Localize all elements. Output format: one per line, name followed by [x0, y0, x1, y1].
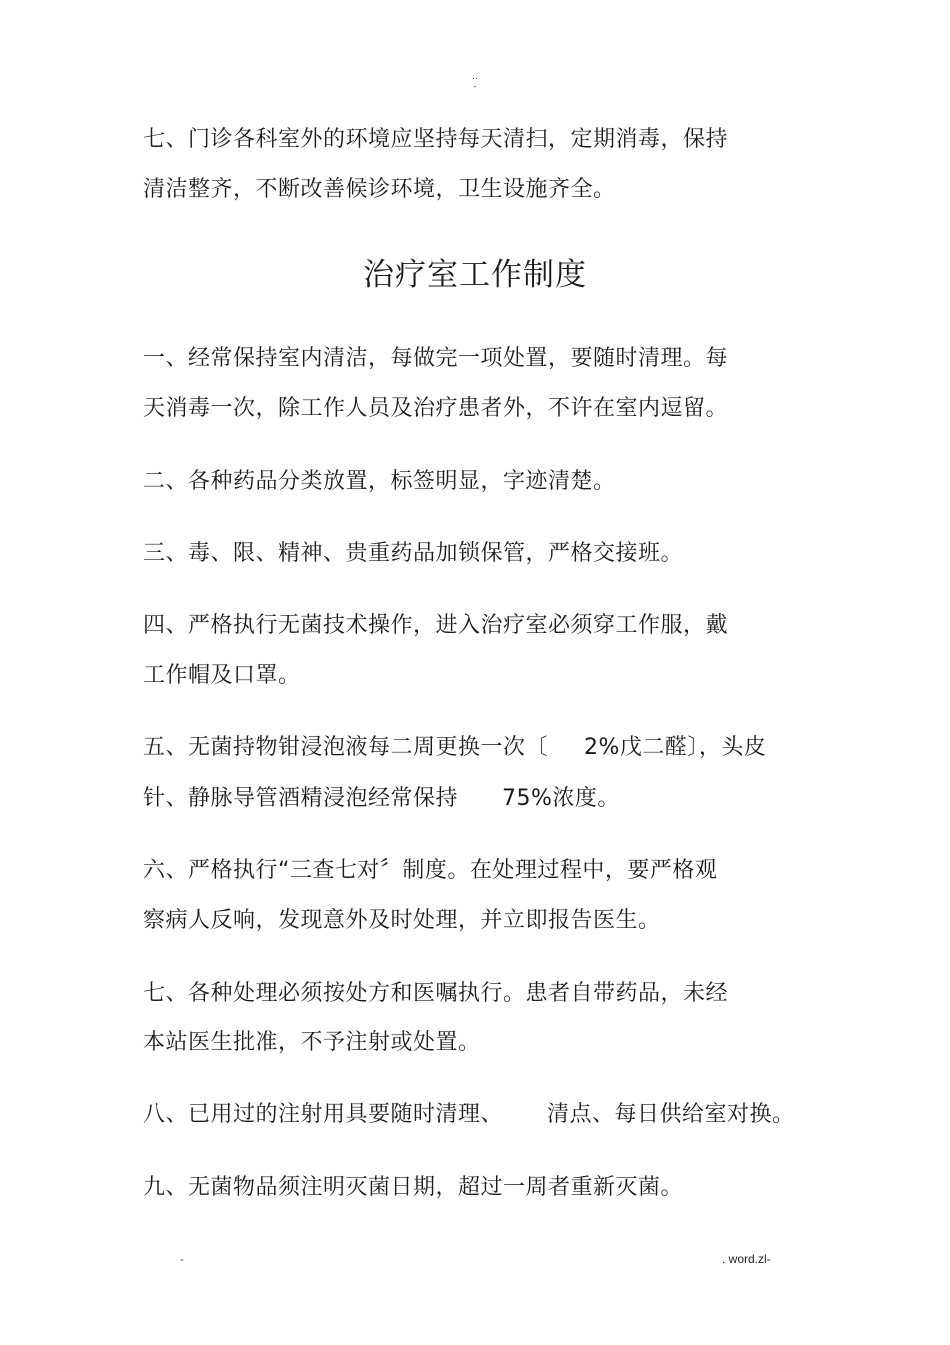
item-5-line-1-part-a: 五、无菌持物钳浸泡液每二周更换一次〔	[143, 735, 549, 760]
item-3: 三、毒、限、精神、贵重药品加锁保管，严格交接班。	[143, 541, 684, 566]
item-2: 二、各种药品分类放置，标签明显，字迹清楚。	[143, 469, 616, 494]
item-8-part-a: 八、已用过的注射用具要随时清理、	[143, 1102, 504, 1127]
footer-left-mark: -	[180, 1253, 184, 1266]
item-7-line-2: 本站医生批准，不予注射或处置。	[143, 1030, 481, 1055]
page-header-mark	[0, 72, 950, 92]
item-5-line-2-part-b: 75%浓度。	[502, 786, 620, 811]
header-mark-bottom: -	[473, 82, 477, 92]
item-4-line-1: 四、严格执行无菌技术操作，进入治疗室必须穿工作服，戴	[143, 613, 729, 638]
prev-item-7-line-1: 七、门诊各科室外的环境应坚持每天清扫，定期消毒，保持	[143, 127, 729, 152]
section-title: 治疗室工作制度	[363, 257, 587, 293]
item-1-line-2: 天消毒一次，除工作人员及治疗患者外，不许在室内逗留。	[143, 396, 729, 421]
item-9: 九、无菌物品须注明灭菌日期，超过一周者重新灭菌。	[143, 1175, 684, 1200]
item-4-line-2: 工作帽及口罩。	[143, 663, 301, 688]
item-5-line-1-part-b: 2%戊二醛〕，头皮	[584, 735, 767, 760]
item-6-line-2: 察病人反响，发现意外及时处理，并立即报告医生。	[143, 908, 661, 933]
item-8-part-b: 清点、每日供给室对换。	[547, 1102, 795, 1127]
item-8	[143, 1100, 795, 1130]
item-1-line-1: 一、经常保持室内清洁，每做完一项处置，要随时清理。每	[143, 346, 729, 371]
prev-item-7-line-2: 清洁整齐，不断改善候诊环境，卫生设施齐全。	[143, 177, 616, 202]
item-5-line-1	[143, 733, 766, 763]
item-6-line-1: 六、严格执行“三查七对〞制度。在处理过程中，要严格观	[143, 858, 718, 883]
footer-right-text: . word.zl-	[722, 1252, 771, 1266]
item-5-line-2	[143, 784, 620, 814]
item-7-line-1: 七、各种处理必须按处方和医嘱执行。患者自带药品，未经	[143, 981, 729, 1006]
item-5-line-2-part-a: 针、静脉导管酒精浸泡经常保持	[143, 786, 459, 811]
header-mark-top: ..	[472, 72, 478, 82]
